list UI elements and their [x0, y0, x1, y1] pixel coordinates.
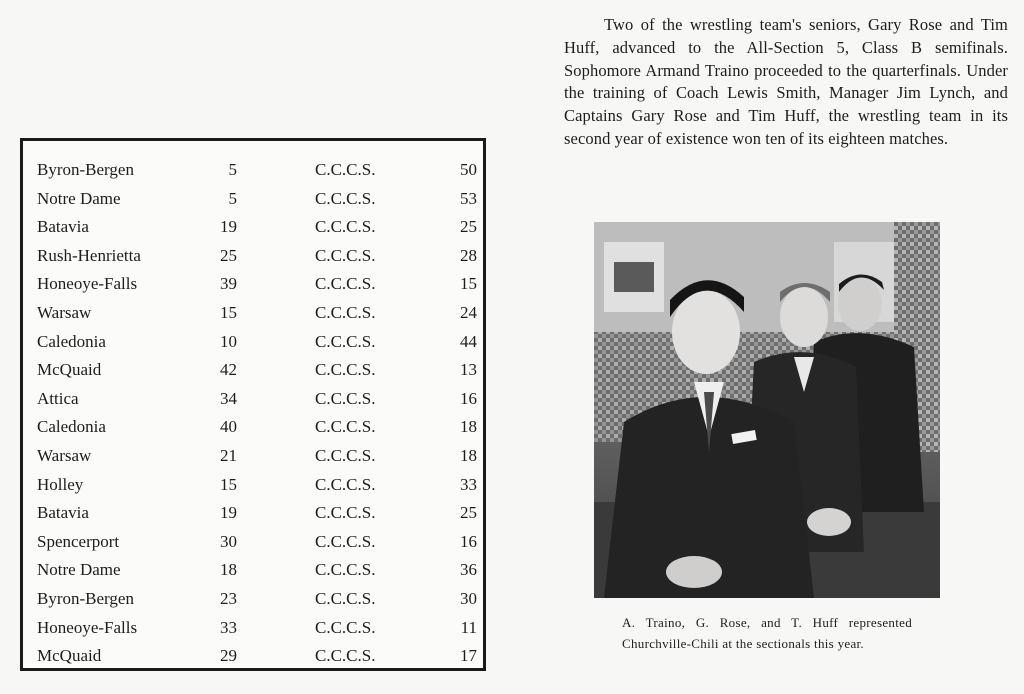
- team-score: 18: [460, 417, 477, 437]
- opponent-score: 10: [220, 331, 237, 351]
- opponent-name: Byron-Bergen: [37, 160, 134, 179]
- team-name: C.C.C.S.: [315, 245, 376, 265]
- team-name: C.C.C.S.: [315, 560, 376, 580]
- team-score: 16: [460, 388, 477, 408]
- score-row: [23, 327, 483, 356]
- opponent-score: 40: [220, 417, 237, 437]
- opponent-name: Warsaw: [37, 303, 92, 322]
- team-score: 25: [460, 217, 477, 237]
- opponent-name: Byron-Bergen: [37, 589, 134, 608]
- team-name: C.C.C.S.: [315, 503, 376, 523]
- opponent-name: Notre Dame: [37, 560, 121, 580]
- score-row: [23, 441, 483, 470]
- score-row: [23, 212, 483, 241]
- team-name: C.C.C.S.: [315, 417, 376, 437]
- opponent-score: 25: [220, 245, 237, 265]
- team-photo: [594, 222, 940, 598]
- team-name: C.C.C.S.: [315, 388, 376, 408]
- team-score: 30: [460, 589, 477, 608]
- team-name: C.C.C.S.: [315, 188, 376, 208]
- opponent-name: Warsaw: [37, 446, 92, 465]
- opponent-score: 15: [220, 303, 237, 322]
- opponent-score: 30: [220, 531, 237, 551]
- article-text: Two of the wrestling team's seniors, Gary Rose and Tim Huff, advanced to the All-Section 5, Class B semifinals. Sophomore Armand Traino proceeded to the quarterfinals. Under the training of Coach Lewis Smith, Manager Jim Lynch, and Captains Gary Rose and Tim Huff, the wrestling team in its second year of existence won ten of its eighteen matches.: [564, 15, 1008, 148]
- score-row: [23, 298, 483, 327]
- team-score: 33: [460, 474, 477, 494]
- team-score: 15: [460, 274, 477, 294]
- team-name: C.C.C.S.: [315, 531, 376, 551]
- score-row: [23, 470, 483, 499]
- opponent-score: 21: [220, 446, 237, 465]
- opponent-score: 42: [220, 360, 237, 380]
- opponent-score: 33: [220, 617, 237, 637]
- team-score: 17: [460, 646, 477, 666]
- team-score: 53: [460, 188, 477, 208]
- photo-caption: A. Traino, G. Rose, and T. Huff represented Churchville-Chili at the sectionals this year.: [622, 615, 912, 651]
- team-name: C.C.C.S.: [315, 446, 376, 465]
- opponent-score: 19: [220, 503, 237, 523]
- team-name: C.C.C.S.: [315, 589, 376, 608]
- team-name: C.C.C.S.: [315, 360, 376, 380]
- team-score: 36: [460, 560, 477, 580]
- team-score: 16: [460, 531, 477, 551]
- team-name: C.C.C.S.: [315, 617, 376, 637]
- score-row: [23, 555, 483, 584]
- opponent-score: 18: [220, 560, 237, 580]
- team-name: C.C.C.S.: [315, 160, 376, 179]
- opponent-name: Caledonia: [37, 417, 106, 437]
- score-row: [23, 269, 483, 298]
- score-table: [20, 138, 486, 671]
- opponent-name: Honeoye-Falls: [37, 274, 138, 294]
- score-row: [23, 412, 483, 441]
- score-row: [23, 613, 483, 642]
- score-row: [23, 498, 483, 527]
- team-score: 50: [460, 160, 477, 179]
- opponent-score: 39: [220, 274, 237, 294]
- opponent-score: 19: [220, 217, 237, 237]
- team-score: 18: [460, 446, 477, 465]
- score-row: [23, 641, 483, 670]
- opponent-score: 5: [228, 160, 237, 179]
- opponent-name: Attica: [37, 388, 79, 408]
- score-row: [23, 155, 483, 184]
- team-score: 44: [460, 331, 477, 351]
- opponent-score: 34: [220, 388, 237, 408]
- team-name: C.C.C.S.: [315, 217, 376, 237]
- team-name: C.C.C.S.: [315, 646, 376, 666]
- opponent-score: 23: [220, 589, 237, 608]
- score-row: [23, 384, 483, 413]
- score-row: [23, 184, 483, 213]
- photo-illustration: [594, 222, 940, 598]
- team-name: C.C.C.S.: [315, 274, 376, 294]
- opponent-name: Batavia: [37, 217, 89, 237]
- opponent-score: 29: [220, 646, 237, 666]
- opponent-score: 15: [220, 474, 237, 494]
- opponent-name: Rush-Henrietta: [37, 245, 141, 265]
- opponent-name: Spencerport: [37, 531, 120, 551]
- team-score: 25: [460, 503, 477, 523]
- team-score: 13: [460, 360, 477, 380]
- team-score: 11: [460, 617, 477, 637]
- score-row: [23, 355, 483, 384]
- opponent-name: McQuaid: [37, 646, 102, 666]
- team-score: 24: [460, 303, 477, 322]
- opponent-name: McQuaid: [37, 360, 102, 380]
- team-name: C.C.C.S.: [315, 303, 376, 322]
- opponent-name: Holley: [37, 474, 84, 494]
- team-name: C.C.C.S.: [315, 474, 376, 494]
- opponent-name: Caledonia: [37, 331, 106, 351]
- team-score: 28: [460, 245, 477, 265]
- opponent-name: Batavia: [37, 503, 89, 523]
- score-row: [23, 241, 483, 270]
- score-row: [23, 584, 483, 613]
- article-paragraph: [564, 14, 1008, 151]
- opponent-score: 5: [228, 188, 237, 208]
- team-name: C.C.C.S.: [315, 331, 376, 351]
- opponent-name: Honeoye-Falls: [37, 617, 138, 637]
- opponent-name: Notre Dame: [37, 188, 121, 208]
- score-row: [23, 527, 483, 556]
